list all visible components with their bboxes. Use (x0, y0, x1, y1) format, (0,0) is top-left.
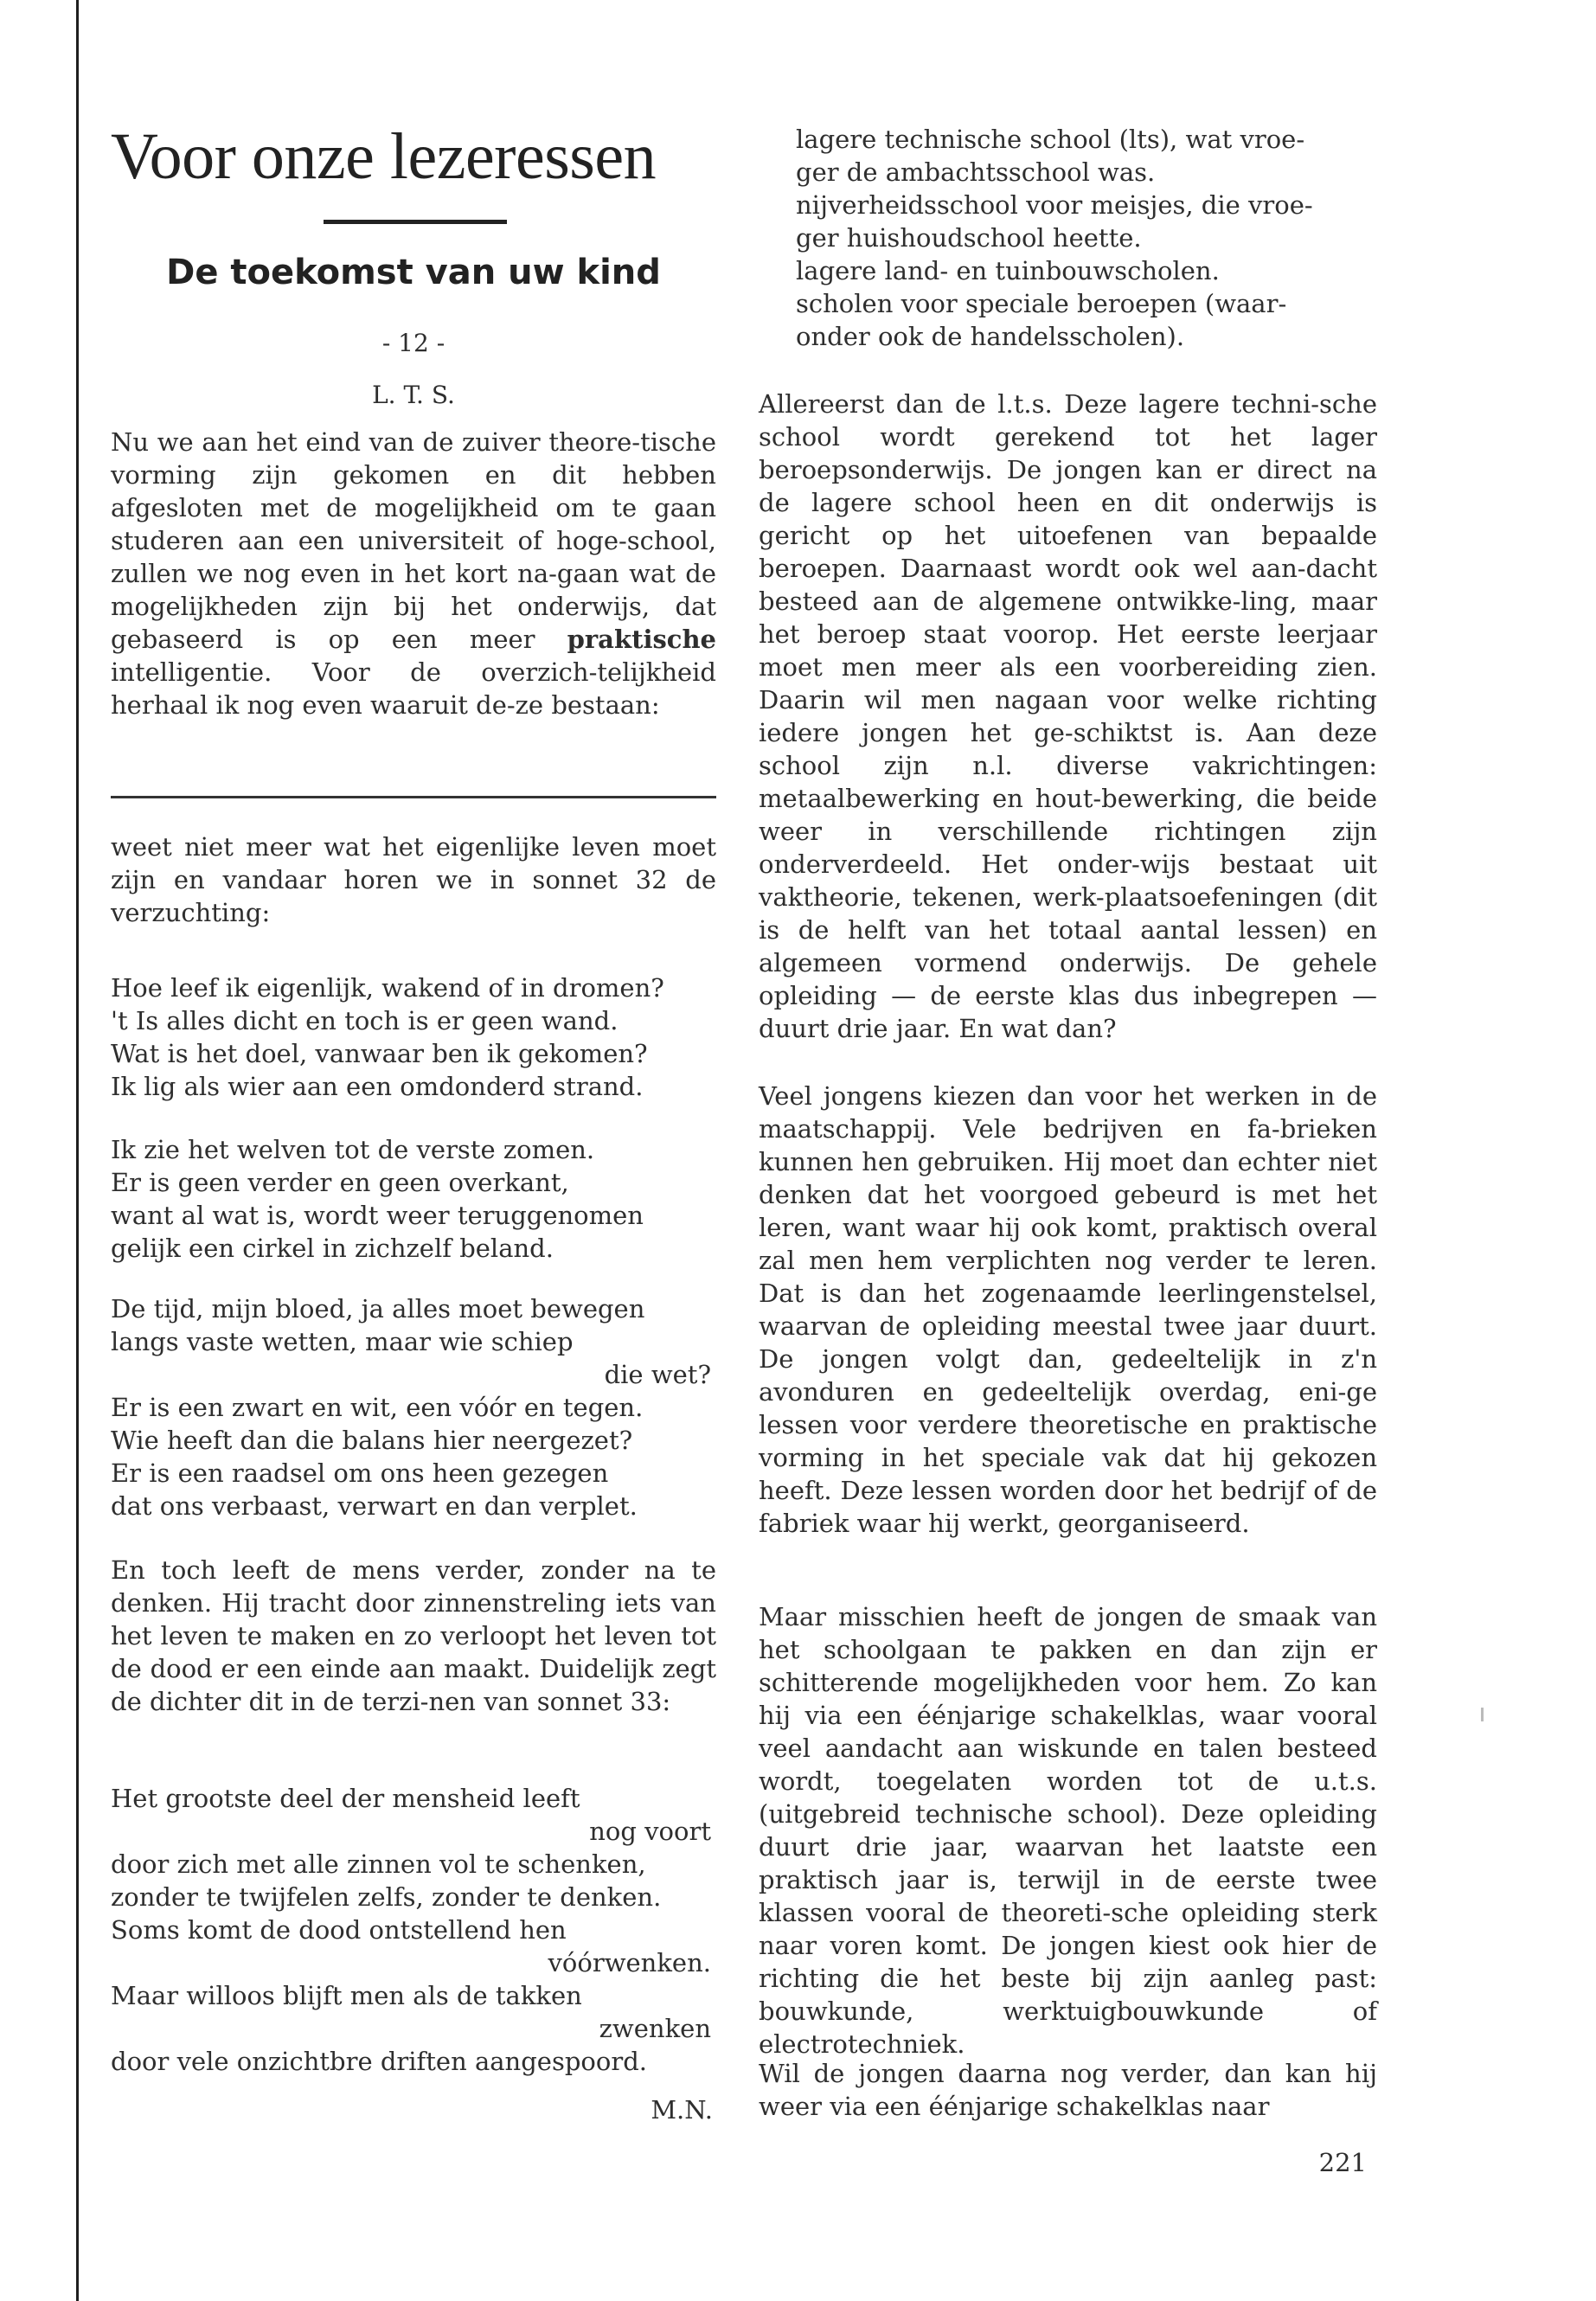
verse-line: door vele onzichtbre driften aangespoord. (111, 2047, 647, 2076)
section-divider (111, 796, 716, 798)
author-signature: M.N. (651, 2095, 713, 2125)
verse-line: Hoe leef ik eigenlijk, wakend of in dromen? (111, 973, 664, 1003)
verse-line: Maar willoos blijft men als de takken (111, 1981, 582, 2010)
list-line: ger de ambachtsschool was. (796, 157, 1156, 187)
list-line: lagere land- en tuinbouwscholen. (796, 256, 1220, 285)
verse-line: 't Is alles dicht en toch is er geen wand. (111, 1006, 619, 1035)
school-type-list (796, 123, 1377, 353)
verse-line: Soms komt de dood ontstellend hen (111, 1915, 567, 1945)
article-subtitle: De toekomst van uw kind (166, 253, 661, 292)
title-rule (324, 220, 507, 224)
list-line: lagere technische school (lts), wat vroe- (796, 125, 1305, 154)
work-paragraph: Veel jongens kiezen dan voor het werken in de maatschappij. Vele bedrijven en fa-brieken kunnen hen gebruiken. Hij moet dan echter niet denken dat het voorgoed gebeurd is met het leren, want waar hij ook komt, praktisch overal zal men hem verplichten nog verder te leren. Dat is dan het zogenaamde leerlingenstelsel, waarvan de opleiding meestal twee jaar duurt. De jongen volgt dan, gedeeltelijk in z'n avonduren en gedeeltelijk overdag, eni-ge lessen voor verdere theoretische en praktische vorming in het speciale vak dat hij gekozen heeft. Deze lessen worden door het bedrijf of de fabriek waar hij werkt, georganiseerd. (759, 1081, 1377, 1538)
verse-line: zonder te twijfelen zelfs, zonder te denken. (111, 1882, 662, 1912)
continuation-paragraph: Wil de jongen daarna nog verder, dan kan hij weer via een éénjarige schakelklas naar (759, 2059, 1377, 2121)
verse-line: gelijk een cirkel in zichzelf beland. (111, 1234, 554, 1263)
verse-line: Er is een zwart en wit, een vóór en tegen. (111, 1393, 644, 1422)
edge-mark (1481, 1708, 1484, 1721)
verse-line: De tijd, mijn bloed, ja alles moet bewegen (111, 1294, 645, 1324)
verse-line: Er is een raadsel om ons heen gezegen (111, 1458, 609, 1488)
further-study-paragraph: Maar misschien heeft de jongen de smaak van het schoolgaan te pakken en dan zijn er schitterende mogelijkheden voor hem. Zo kan hij via een éénjarige schakelklas, waar vooral veel aandacht aan wiskunde en talen besteed wordt, toegelaten worden tot de u.t.s. (uitgebreid technische school). Deze opleiding duurt drie jaar, waarvan het laatste een praktisch jaar is, terwijl in de eerste twee klassen vooral de theoreti-sche opleiding sterk naar voren komt. De jongen kiest ook hier de richting die het beste bij zijn aanleg past: bouwkunde, werktuigbouwkunde of electrotechniek. (759, 1602, 1377, 2059)
list-line: ger huishoudschool heette. (796, 223, 1142, 253)
after-sonnet-paragraph: En toch leeft de mens verder, zonder na te denken. Hij tracht door zinnenstreling iets van het leven te maken en zo verloopt het leven tot de dood er een einde aan maakt. Duidelijk zegt de dichter dit in de terzi-nen van sonnet 33: (111, 1555, 716, 1716)
verse-line-continuation: die wet? (604, 1360, 711, 1389)
intro-paragraph: Nu we aan het eind van de zuiver theore-tische vorming zijn gekomen en dit hebben afgesloten met de mogelijkheid om te gaan studeren aan een universiteit of hoge-school, zullen we nog even in het kort na-gaan wat de mogelijkheden zijn bij het onderwijs, dat gebaseerd is op een meer praktische intelligentie. Voor de overzich-telijkheid herhaal ik nog even waaruit de-ze bestaan: (111, 427, 716, 720)
verse-line: Er is geen verder en geen overkant, (111, 1168, 569, 1197)
sonnet32-stanza1 (111, 971, 716, 1103)
article-title: Voor onze lezeressen (111, 120, 657, 193)
verse-line: dat ons verbaast, verwart en dan verplet. (111, 1491, 638, 1521)
verse-line-continuation: nog voort (589, 1817, 711, 1846)
transition-paragraph: weet niet meer wat het eigenlijke leven moet zijn en vandaar horen we in sonnet 32 de verzuchting: (111, 832, 716, 927)
list-line: nijverheidsschool voor meisjes, die vroe- (796, 190, 1313, 220)
verse-line: door zich met alle zinnen vol te schenken, (111, 1849, 646, 1879)
part-number: - 12 - (381, 329, 445, 357)
section-heading: L. T. S. (372, 381, 455, 409)
verse-line: Ik lig als wier aan een omdonderd strand. (111, 1072, 644, 1101)
verse-line-continuation: vóórwenken. (548, 1948, 711, 1977)
verse-line: Het grootste deel der mensheid leeft (111, 1784, 580, 1813)
list-line: scholen voor speciale beroepen (waar- (796, 289, 1287, 318)
list-line: onder ook de handelsscholen). (796, 322, 1185, 351)
verse-line-continuation: zwenken (599, 2014, 711, 2043)
sonnet33-terzines (111, 1782, 716, 2078)
page-number: 221 (1318, 2148, 1367, 2177)
sonnet32-stanza2 (111, 1133, 716, 1265)
verse-line: langs vaste wetten, maar wie schiep (111, 1327, 574, 1356)
verse-line: want al wat is, wordt weer teruggenomen (111, 1201, 644, 1230)
sonnet32-stanza3 (111, 1292, 716, 1522)
lts-paragraph: Allereerst dan de l.t.s. Deze lagere techni-sche school wordt gerekend tot het lager beroepsonderwijs. De jongen kan er direct na de lagere school heen en dit onderwijs is gericht op het uitoefenen van bepaalde beroepen. Daarnaast wordt ook wel aan-dacht besteed aan de algemene ontwikke-ling, maar het beroep staat voorop. Het eerste leerjaar moet men meer als een voorbereiding zien. Daarin wil men nagaan voor welke richting iedere jongen het ge-schiktst is. Aan deze school zijn n.l. diverse vakrichtingen: metaalbewerking en hout-bewerking, die beide weer in verschillende richtingen zijn onderverdeeld. Het onder-wijs bestaat uit vaktheorie, tekenen, werk-plaatsoefeningen (dit is de helft van het totaal aantal lessen) en algemeen vormend onderwijs. De gehele opleiding — de eerste klas dus inbegrepen — duurt drie jaar. En wat dan? (759, 389, 1377, 1043)
verse-line: Wat is het doel, vanwaar ben ik gekomen? (111, 1039, 648, 1068)
binding-line (76, 0, 79, 2301)
verse-line: Wie heeft dan die balans hier neergezet? (111, 1426, 633, 1455)
verse-line: Ik zie het welven tot de verste zomen. (111, 1135, 595, 1164)
